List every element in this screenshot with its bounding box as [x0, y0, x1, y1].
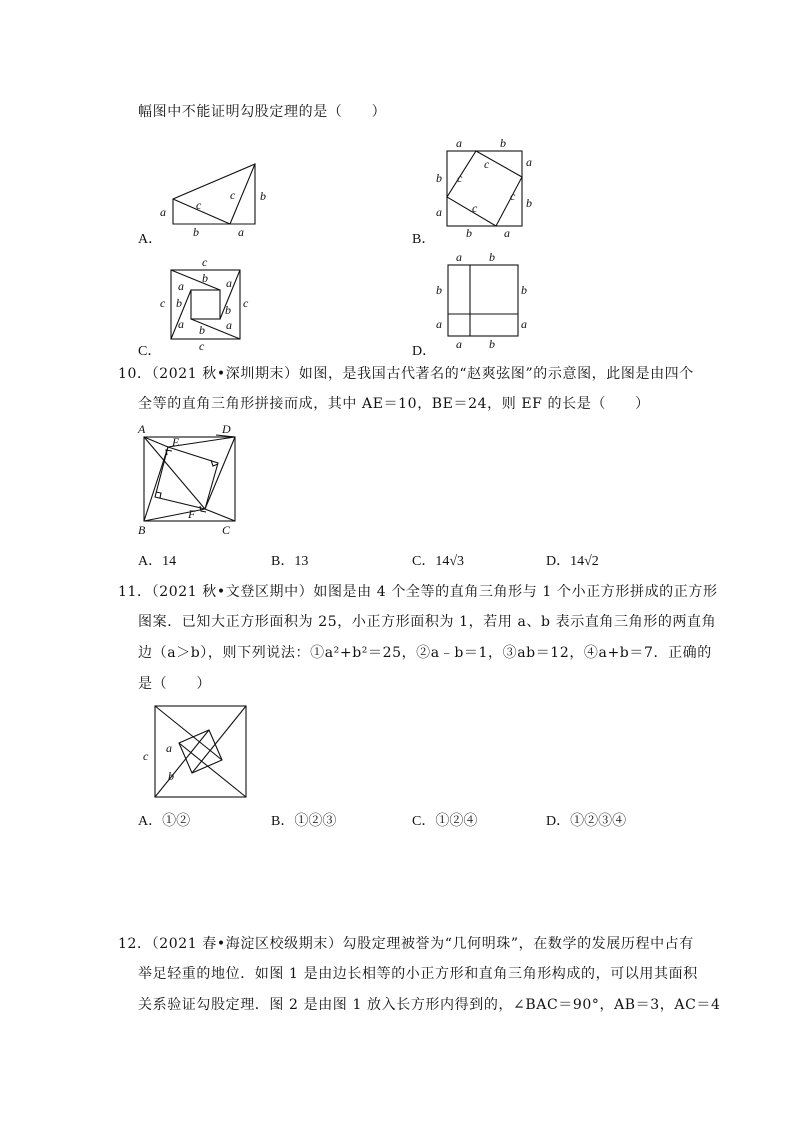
- q11-stem-line1: 11．（2021 秋•文登区期中）如图是由 4 个全等的直角三角形与 1 个小正方形拼成的正方形: [118, 584, 718, 600]
- q9c-a3: a: [178, 317, 184, 331]
- q11-stem-line3: 边（a＞b），则下列说法：①a²+b²＝25，②a﹣b＝1，③ab＝12，④a+b＝7．正确的: [138, 645, 712, 661]
- q11-option-c[interactable]: C．①②④: [412, 814, 478, 829]
- q12-stem-line2: 举足轻重的地位．如图 1 是由边长相等的小正方形和直角三角形构成的，可以用其面积: [138, 966, 698, 982]
- q9a-label-a-left: a: [160, 205, 166, 219]
- q11-option-a[interactable]: A．①②: [138, 814, 191, 829]
- q11-stem-line4: 是（ ）: [138, 676, 211, 692]
- q9-option-b-label: B．: [412, 232, 436, 247]
- q10-stem-line1: 10．（2021 秋•深圳期末）如图，是我国古代著名的“赵爽弦图”的示意图，此图是由四个: [118, 366, 694, 382]
- q10-option-a[interactable]: A．14: [138, 554, 177, 569]
- q9b-inner-c3: c: [472, 201, 478, 215]
- q9d-left-b: b: [436, 283, 442, 297]
- q9c-a2: a: [226, 276, 232, 290]
- q9c-b3: b: [225, 303, 231, 317]
- q9d-right-b: b: [521, 283, 527, 297]
- q9b-bottom-a: a: [504, 226, 510, 240]
- q9b-right-a: a: [526, 155, 532, 169]
- q9c-left-c: c: [160, 296, 166, 310]
- q11-option-b[interactable]: B．①②③: [271, 814, 337, 829]
- q11-label-a: a: [166, 741, 172, 755]
- q9b-inner-c4: c: [457, 171, 463, 185]
- q9c-b4: b: [199, 323, 205, 337]
- q9b-right-b: b: [526, 196, 532, 210]
- q9-option-a-label: A．: [138, 232, 163, 247]
- q9d-left-a: a: [436, 317, 442, 331]
- q10-option-d[interactable]: D．14√2: [546, 554, 599, 569]
- q9a-label-c-1: c: [196, 198, 202, 212]
- q12-stem-line3: 关系验证勾股定理．图 2 是由图 1 放入长方形内得到的，∠BAC＝90°，AB＝3，AC＝4: [138, 997, 721, 1013]
- q9c-bottom-c: c: [199, 339, 205, 353]
- q9a-label-b-bottom: b: [193, 225, 199, 239]
- q9d-top-b: b: [489, 250, 495, 264]
- q12-stem-line1: 12．（2021 春•海淀区校级期末）勾股定理被誉为“几何明珠”，在数学的发展历程中占有: [118, 936, 694, 952]
- q9a-label-a-bottom: a: [238, 225, 244, 239]
- q9b-left-b: b: [436, 171, 442, 185]
- q9c-top-c: c: [202, 255, 208, 269]
- q10-stem-line2: 全等的直角三角形拼接而成，其中 AE＝10，BE＝24，则 EF 的长是（ ）: [138, 396, 650, 412]
- q10-point-F: F: [188, 507, 196, 521]
- q9d-bottom-a: a: [456, 337, 462, 351]
- q11-stem-line2: 图案．已知大正方形面积为 25，小正方形面积为 1，若用 a、b 表示直角三角形的两直角: [138, 614, 717, 630]
- q9b-left-a: a: [436, 205, 442, 219]
- q10-option-b[interactable]: B．13: [271, 554, 309, 569]
- q9b-inner-c1: c: [484, 157, 490, 171]
- q9c-a4: a: [226, 318, 232, 332]
- q9-stem-tail: 幅图中不能证明勾股定理的是（ ）: [138, 104, 387, 120]
- q9b-inner-c2: c: [510, 189, 516, 203]
- q10-point-E: E: [172, 435, 180, 449]
- q9-option-d-label: D．: [412, 344, 437, 359]
- q9a-label-b-right: b: [260, 189, 266, 203]
- q9b-top-a: a: [456, 136, 462, 150]
- q10-option-c[interactable]: C．14√3: [412, 554, 465, 569]
- q9d-top-a: a: [456, 250, 462, 264]
- q9b-bottom-b: b: [466, 226, 472, 240]
- q10-point-D: D: [222, 422, 231, 436]
- q9d-right-a: a: [521, 317, 527, 331]
- q10-point-B: B: [138, 523, 146, 537]
- q9c-b1: b: [202, 271, 208, 285]
- q10-point-C: C: [222, 523, 231, 537]
- q9c-a1: a: [178, 279, 184, 293]
- q9c-right-c: c: [243, 296, 249, 310]
- q11-label-c: c: [143, 749, 149, 763]
- q9c-b2: b: [176, 296, 182, 310]
- q11-label-b: b: [168, 769, 174, 783]
- q11-option-d[interactable]: D．①②③④: [546, 814, 627, 829]
- q10-point-A: A: [138, 422, 146, 436]
- q9-option-c-label: C．: [138, 344, 162, 359]
- q9d-bottom-b: b: [489, 337, 495, 351]
- q9b-top-b: b: [500, 136, 506, 150]
- q9a-label-c-2: c: [230, 188, 236, 202]
